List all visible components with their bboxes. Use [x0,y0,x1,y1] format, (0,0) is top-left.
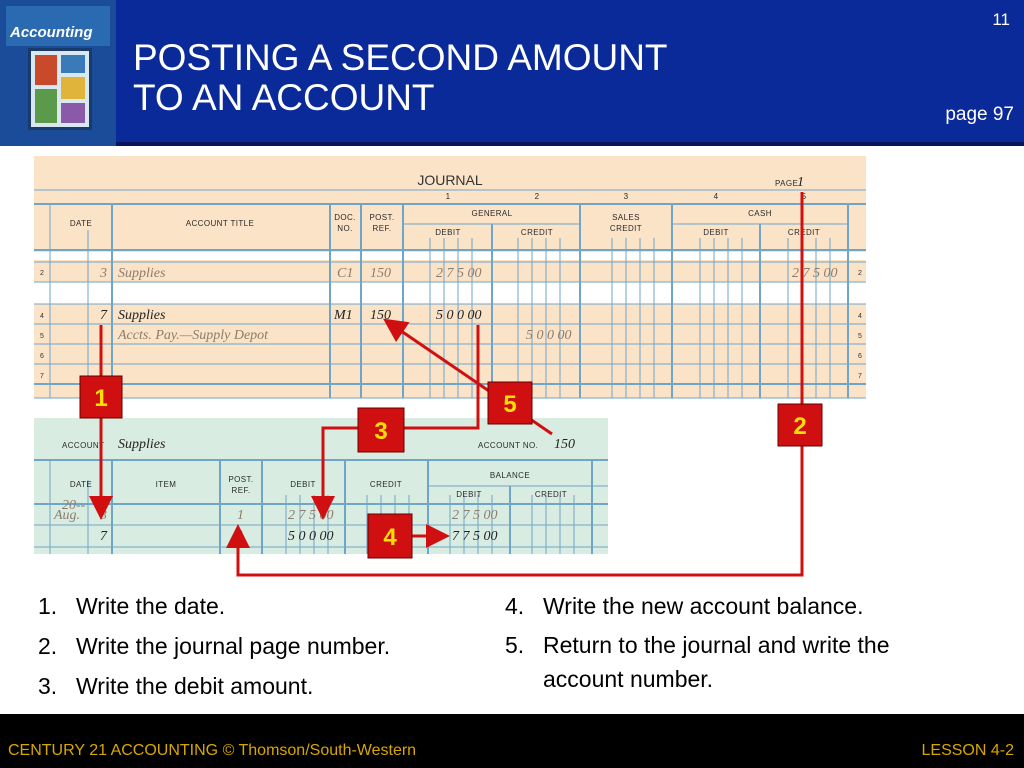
journal-row-number: 2 [858,270,862,277]
journal-header-cash-credit: CREDIT [787,228,821,237]
journal-row-general-debit: 5 0 0 00 [436,308,482,323]
ledger-account-no-label: ACCOUNT NO. [478,441,539,450]
ledger-row-post: 1 [237,529,244,544]
step-number: 5. [505,632,525,658]
ledger-header-item: ITEM [155,480,177,489]
journal-header-sales-credit: CREDIT [609,224,643,233]
step-item [38,588,390,624]
journal-row-account: Supplies [118,266,166,281]
journal-row-account: Supplies [118,308,166,323]
svg-text:1: 1 [94,385,108,412]
step-badge-5 [488,382,532,424]
svg-text:2: 2 [793,413,807,440]
book-cover-art [28,48,92,130]
book-cover-title: Accounting [10,24,93,41]
journal-row-account: Accts. Pay.—Supply Depot [118,328,269,343]
journal-header-post-ref: REF. [372,224,392,233]
journal-row-number: 6 [40,353,44,360]
journal-header-cash-debit: DEBIT [703,228,729,237]
general-ledger-form [34,418,608,554]
footer-lesson: LESSON 4-2 [921,742,1014,759]
journal-row-cash-credit: 2 7 5 00 [792,266,838,281]
ledger-row-year: 20-- [62,498,86,513]
journal-row-doc: C1 [337,266,354,281]
journal-form [34,156,866,398]
journal-title: JOURNAL [417,172,483,188]
slide-number: 11 [992,10,1010,29]
journal-row-day: 7 [100,308,107,323]
journal-page-label: PAGE [775,179,799,188]
step-item [505,628,925,696]
journal-col-number: 2 [534,192,540,201]
step-badge-3 [358,408,404,452]
page-reference: page 97 [945,104,1014,125]
journal-header-general-debit: DEBIT [435,228,461,237]
journal-row-general-debit: 2 7 5 00 [436,266,482,281]
ledger-row-debit: 2 7 5 00 [288,508,334,523]
ledger-row-post: 1 [237,508,244,523]
book-cover-image [0,0,116,146]
journal-col-number: 4 [713,192,719,201]
journal-row-number: 5 [40,333,44,340]
ledger-header-credit: CREDIT [369,480,403,489]
journal-header-sales: SALES [612,213,640,222]
step-text: Write the date. [76,593,226,619]
ledger-account-label: ACCOUNT [62,441,105,450]
ledger-row-debit: 5 0 0 00 [288,529,334,544]
journal-col-number: 3 [623,192,629,201]
step-number: 3. [38,673,58,699]
journal-row-general-credit: 5 0 0 00 [526,328,572,343]
step-number: 2. [38,633,58,659]
steps-column-left [38,588,390,704]
svg-text:3: 3 [374,418,388,445]
ledger-header-debit: DEBIT [290,480,316,489]
journal-row-number: 4 [858,313,862,320]
steps-column-right [505,588,925,696]
step-item [505,588,925,624]
step-text: Write the new account balance. [543,593,864,619]
journal-header-account-title: ACCOUNT TITLE [185,219,255,228]
journal-row-number: 7 [40,373,44,380]
ledger-header-post: POST. [228,475,254,484]
journal-header-cash: CASH [748,209,772,218]
journal-header-doc-no: NO. [337,224,353,233]
journal-row-day: 3 [100,266,107,281]
svg-text:4: 4 [383,524,397,551]
journal-row-post: 150 [370,266,391,281]
journal-header-date: DATE [69,219,93,228]
step-badge-1 [80,376,122,418]
svg-text:5: 5 [503,391,517,418]
journal-header-doc: DOC. [334,213,356,222]
ledger-header-balance-debit: DEBIT [456,490,482,499]
step-badge-2 [778,404,822,446]
footer-copyright: CENTURY 21 ACCOUNTING © Thomson/South-Western [8,742,417,759]
step-number: 1. [38,593,58,619]
journal-row-number: 6 [858,353,862,360]
ledger-header-post-ref: REF. [231,486,251,495]
ledger-header-balance: BALANCE [489,471,531,480]
journal-header-post: POST. [369,213,395,222]
journal-col-number: 5 [801,192,807,201]
step-text: Return to the journal and write the account number. [543,632,890,692]
ledger-account-name: Supplies [118,437,166,452]
journal-row-post: 150 [370,308,391,323]
instruction-steps [0,588,1024,708]
step-badge-4 [368,514,412,558]
step-text: Write the journal page number. [76,633,391,659]
ledger-row-balance-debit: 2 7 5 00 [452,508,498,523]
journal-row-number: 7 [858,373,862,380]
ledger-account-no: 150 [554,437,575,452]
step-item [38,628,390,664]
ledger-header-balance-credit: CREDIT [534,490,568,499]
slide-footer [0,714,1024,768]
slide-title: POSTING A SECOND AMOUNT TO AN ACCOUNT [133,37,668,118]
journal-page-value: 1 [797,175,804,190]
journal-header-general: GENERAL [471,209,513,218]
journal-col-number: 1 [445,192,451,201]
slide-header [0,0,1024,146]
ledger-row-month: Aug. [54,508,81,523]
ledger-row-day: 3 [100,508,107,523]
journal-row-number: 4 [40,313,44,320]
step-text: Write the debit amount. [76,673,314,699]
journal-row-number: 2 [40,270,44,277]
step-number: 4. [505,593,525,619]
ledger-row-day: 7 [100,529,107,544]
ledger-row-balance-debit: 7 7 5 00 [452,529,498,544]
journal-row-number: 5 [858,333,862,340]
posting-illustration [0,150,1024,590]
step-item [38,668,390,704]
ledger-header-date: DATE [69,480,93,489]
journal-row-doc: M1 [334,308,353,323]
journal-header-general-credit: CREDIT [520,228,554,237]
